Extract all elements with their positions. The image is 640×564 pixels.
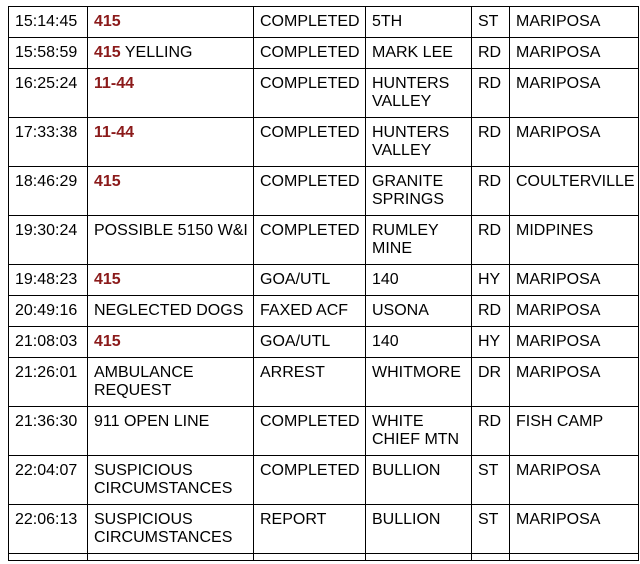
- call-description: SUSPICIOUS CIRCUMSTANCES: [94, 511, 233, 546]
- street-suffix-cell: ST: [472, 456, 510, 505]
- disposition-cell: GOA/UTL: [254, 265, 366, 296]
- call-type-cell: [88, 327, 254, 358]
- time-cell: 21:08:03: [9, 327, 88, 358]
- time-cell: 22:04:07: [9, 456, 88, 505]
- disposition-cell: COMPLETED: [254, 216, 366, 265]
- city-cell: MARIPOSA: [510, 296, 639, 327]
- empty-cell: [88, 554, 254, 561]
- table-row: [9, 38, 639, 69]
- table-row-trailing: [9, 554, 639, 561]
- call-code: 415: [94, 173, 121, 190]
- call-type-cell: [88, 38, 254, 69]
- street-cell: USONA: [366, 296, 472, 327]
- call-type-cell: [88, 216, 254, 265]
- disposition-cell: REPORT: [254, 505, 366, 554]
- street-cell: 140: [366, 265, 472, 296]
- city-cell: MARIPOSA: [510, 265, 639, 296]
- time-cell: 21:26:01: [9, 358, 88, 407]
- call-type-cell: [88, 167, 254, 216]
- call-description: SUSPICIOUS CIRCUMSTANCES: [94, 462, 233, 497]
- street-suffix-cell: ST: [472, 505, 510, 554]
- disposition-cell: COMPLETED: [254, 456, 366, 505]
- call-code: 415: [94, 44, 121, 61]
- call-type-cell: [88, 118, 254, 167]
- street-suffix-cell: ST: [472, 7, 510, 38]
- street-suffix-cell: RD: [472, 407, 510, 456]
- street-suffix-cell: RD: [472, 216, 510, 265]
- call-log-table: [8, 6, 639, 561]
- call-code: 415: [94, 271, 121, 288]
- call-description: NEGLECTED DOGS: [94, 302, 244, 319]
- street-cell: WHITMORE: [366, 358, 472, 407]
- table-row: [9, 167, 639, 216]
- time-cell: 18:46:29: [9, 167, 88, 216]
- city-cell: MARIPOSA: [510, 358, 639, 407]
- street-suffix-cell: RD: [472, 167, 510, 216]
- table-row: [9, 118, 639, 167]
- time-cell: 19:48:23: [9, 265, 88, 296]
- table-row: [9, 407, 639, 456]
- city-cell: MIDPINES: [510, 216, 639, 265]
- street-cell: 140: [366, 327, 472, 358]
- call-code: 415: [94, 333, 121, 350]
- street-suffix-cell: RD: [472, 118, 510, 167]
- disposition-cell: COMPLETED: [254, 38, 366, 69]
- call-type-cell: [88, 407, 254, 456]
- disposition-cell: COMPLETED: [254, 7, 366, 38]
- table-row: [9, 456, 639, 505]
- disposition-cell: COMPLETED: [254, 167, 366, 216]
- call-type-cell: [88, 456, 254, 505]
- call-type-cell: [88, 296, 254, 327]
- time-cell: 15:14:45: [9, 7, 88, 38]
- street-cell: WHITE CHIEF MTN: [366, 407, 472, 456]
- disposition-cell: GOA/UTL: [254, 327, 366, 358]
- city-cell: MARIPOSA: [510, 118, 639, 167]
- street-cell: BULLION: [366, 505, 472, 554]
- disposition-cell: COMPLETED: [254, 118, 366, 167]
- table-row: [9, 358, 639, 407]
- city-cell: COULTERVILLE: [510, 167, 639, 216]
- time-cell: 22:06:13: [9, 505, 88, 554]
- disposition-cell: FAXED ACF: [254, 296, 366, 327]
- city-cell: FISH CAMP: [510, 407, 639, 456]
- street-cell: RUMLEY MINE: [366, 216, 472, 265]
- time-cell: 16:25:24: [9, 69, 88, 118]
- table-row: [9, 69, 639, 118]
- city-cell: MARIPOSA: [510, 38, 639, 69]
- call-type-cell: [88, 265, 254, 296]
- city-cell: MARIPOSA: [510, 69, 639, 118]
- call-type-cell: [88, 358, 254, 407]
- table-row: [9, 327, 639, 358]
- street-suffix-cell: RD: [472, 69, 510, 118]
- city-cell: MARIPOSA: [510, 456, 639, 505]
- call-type-cell: [88, 69, 254, 118]
- call-description: 911 OPEN LINE: [94, 413, 210, 430]
- disposition-cell: ARREST: [254, 358, 366, 407]
- time-cell: 20:49:16: [9, 296, 88, 327]
- call-code: 415: [94, 13, 121, 30]
- call-description: AMBULANCE REQUEST: [94, 364, 199, 399]
- street-suffix-cell: DR: [472, 358, 510, 407]
- street-cell: 5TH: [366, 7, 472, 38]
- empty-cell: [9, 554, 88, 561]
- disposition-cell: COMPLETED: [254, 69, 366, 118]
- call-log-body: [9, 7, 639, 561]
- table-row: [9, 216, 639, 265]
- street-cell: BULLION: [366, 456, 472, 505]
- table-row: [9, 505, 639, 554]
- time-cell: 17:33:38: [9, 118, 88, 167]
- street-suffix-cell: RD: [472, 296, 510, 327]
- table-row: [9, 265, 639, 296]
- table-row: [9, 296, 639, 327]
- street-suffix-cell: RD: [472, 38, 510, 69]
- table-row: [9, 7, 639, 38]
- empty-cell: [472, 554, 510, 561]
- time-cell: 15:58:59: [9, 38, 88, 69]
- street-suffix-cell: HY: [472, 265, 510, 296]
- call-description: YELLING: [120, 44, 193, 61]
- street-cell: GRANITE SPRINGS: [366, 167, 472, 216]
- city-cell: MARIPOSA: [510, 505, 639, 554]
- street-cell: HUNTERS VALLEY: [366, 118, 472, 167]
- time-cell: 21:36:30: [9, 407, 88, 456]
- time-cell: 19:30:24: [9, 216, 88, 265]
- city-cell: MARIPOSA: [510, 327, 639, 358]
- empty-cell: [254, 554, 366, 561]
- call-description: POSSIBLE 5150 W&I: [94, 222, 248, 239]
- call-type-cell: [88, 7, 254, 38]
- call-code: 11-44: [94, 124, 135, 141]
- call-type-cell: [88, 505, 254, 554]
- street-cell: MARK LEE: [366, 38, 472, 69]
- disposition-cell: COMPLETED: [254, 407, 366, 456]
- empty-cell: [510, 554, 639, 561]
- call-code: 11-44: [94, 75, 135, 92]
- street-cell: HUNTERS VALLEY: [366, 69, 472, 118]
- empty-cell: [366, 554, 472, 561]
- street-suffix-cell: HY: [472, 327, 510, 358]
- city-cell: MARIPOSA: [510, 7, 639, 38]
